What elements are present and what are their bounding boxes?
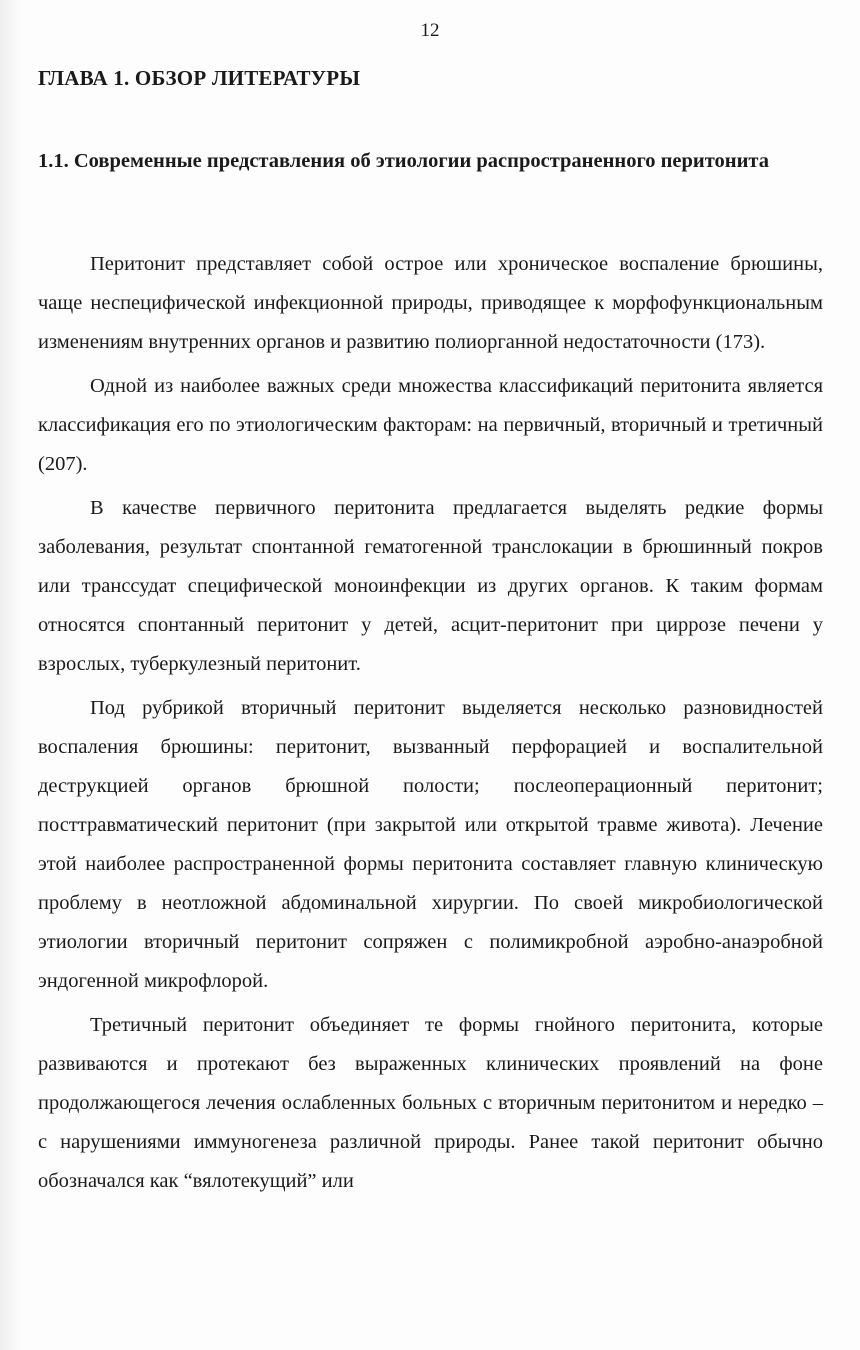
chapter-title: ГЛАВА 1. ОБЗОР ЛИТЕРАТУРЫ — [38, 66, 361, 90]
body-text — [38, 245, 823, 1201]
paragraph-primary-peritonitis: В качестве первичного перитонита предлагается выделять редкие формы заболевания, результат спонтанной гематогенной транслокации в брюшинный покров или транссудат специфической моноинфекции из других органов. К таким формам относятся спонтанный перитонит у детей, асцит-перитонит при циррозе печени у взрослых, туберкулезный перитонит. — [38, 497, 823, 675]
paragraph-definition: Перитонит представляет собой острое или хроническое воспаление брюшины, чаще неспецифической инфекционной природы, приводящее к морфофункциональным изменениям внутренних органов и развитию полиорганной недостаточности (173). — [38, 253, 823, 353]
paragraph-tertiary-peritonitis: Третичный перитонит объединяет те формы гнойного перитонита, которые развиваются и протекают без выраженных клинических проявлений на фоне продолжающегося лечения ослабленных больных с вторичным перитонитом и нередко – с нарушениями иммуногенеза различной природы. Ранее такой перитонит обычно обозначался как “вялотекущий” или — [38, 1014, 823, 1192]
paragraph-secondary-peritonitis: Под рубрикой вторичный перитонит выделяется несколько разновидностей воспаления брюшины: перитонит, вызванный перфорацией и воспалительной деструкцией органов брюшной полости; послеоперационный перитонит; посттравматический перитонит (при закрытой или открытой травме живота). Лечение этой наиболее распространенной формы перитонита составляет главную клиническую проблему в неотложной абдоминальной хирургии. По своей микробиологической этиологии вторичный перитонит сопряжен с полимикробной аэробно-анаэробной эндогенной микрофлорой. — [38, 697, 823, 992]
page-number: 12 — [420, 20, 440, 41]
page-edge-shadow — [0, 0, 22, 1350]
section-title: 1.1. Современные представления об этиологии распространенного перитонита — [38, 150, 769, 172]
paragraph-classification: Одной из наиболее важных среди множества классификаций перитонита является классификация его по этиологическим факторам: на первичный, вторичный и третичный (207). — [38, 375, 823, 475]
